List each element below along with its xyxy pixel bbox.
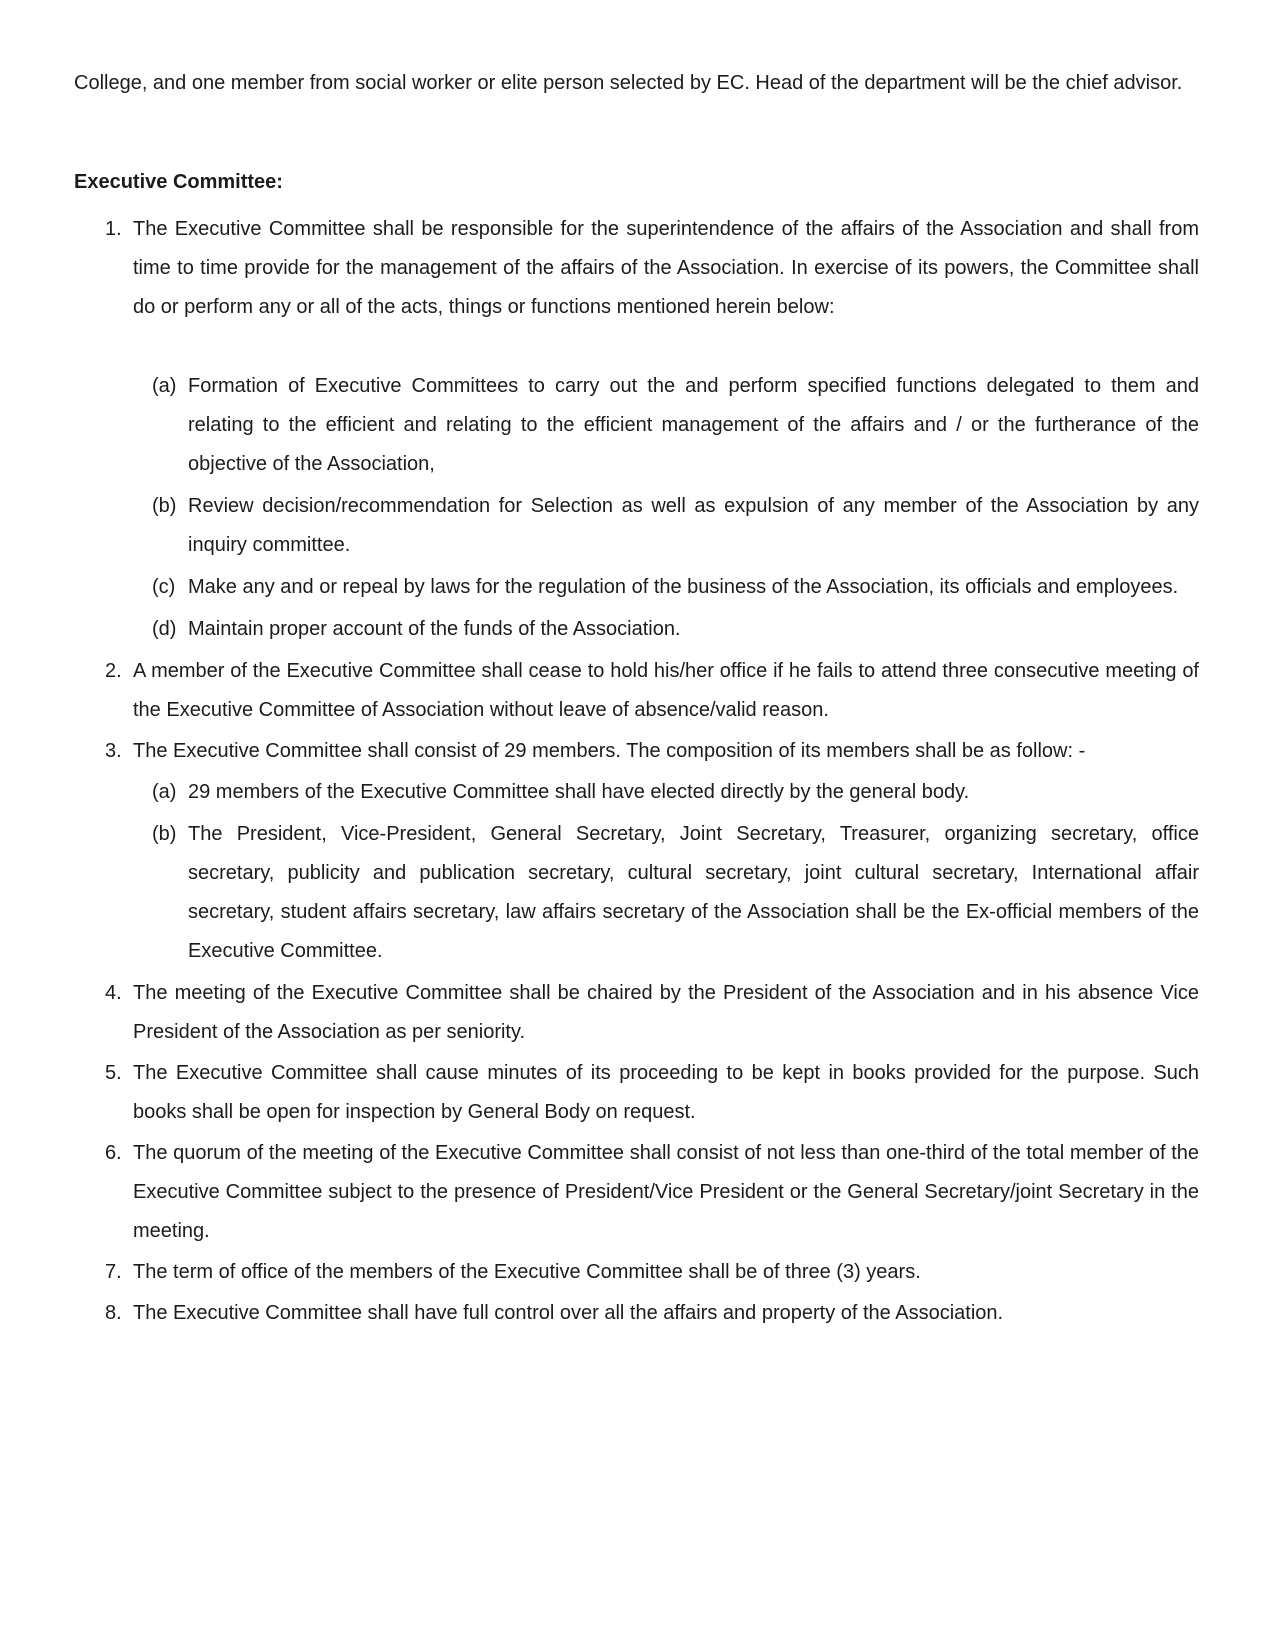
sub-item-group [74,773,1199,971]
item-text: The Executive Committee shall be responsible for the superintendence of the affairs of the Association and shall from time to time provide for the management of the affairs of the Association. In exercise of its powers, the Committee shall do or perform any or all of the acts, things or functions mentioned herein below: [133,218,1199,318]
sub-item-label: (c) [152,576,176,598]
item-number: 2. [105,660,122,682]
sub-item-text: Review decision/recommendation for Selection as well as expulsion of any member of the Association by any inquiry committee. [188,495,1199,556]
item-text: The meeting of the Executive Committee shall be chaired by the President of the Association and in his absence Vice President of the Association as per seniority. [133,982,1199,1043]
item-text: The quorum of the meeting of the Executive Committee shall consist of not less than one-third of the total member of the Executive Committee subject to the presence of President/Vice President or the General Secretary/joint Secretary in the meeting. [133,1142,1199,1242]
numbered-item [74,1134,1199,1251]
numbered-item [74,732,1199,771]
sub-item [74,367,1199,484]
item-number: 7. [105,1261,122,1283]
intro-paragraph: College, and one member from social worker or elite person selected by EC. Head of the department will be the chief advisor. [74,72,1183,94]
sub-item-text: Make any and or repeal by laws for the regulation of the business of the Association, its officials and employees. [188,576,1179,598]
item-number: 3. [105,740,122,762]
sub-item [74,773,1199,812]
item-number: 1. [105,218,122,240]
numbered-item [74,974,1199,1052]
sub-item-text: 29 members of the Executive Committee shall have elected directly by the general body. [188,781,970,803]
item-text: The Executive Committee shall consist of 29 members. The composition of its members shall be as follow: - [133,740,1086,762]
item-text: The Executive Committee shall have full control over all the affairs and property of the Association. [133,1302,1004,1324]
section-heading: Executive Committee: [74,171,283,193]
numbered-item [74,652,1199,730]
numbered-item [74,1294,1199,1333]
item-text: The term of office of the members of the Executive Committee shall be of three (3) years. [133,1261,921,1283]
item-number: 8. [105,1302,122,1324]
item-number: 5. [105,1062,122,1084]
sub-item-label: (a) [152,375,177,397]
sub-item [74,487,1199,565]
item-text: A member of the Executive Committee shall cease to hold his/her office if he fails to attend three consecutive meeting of the Executive Committee of Association without leave of absence/valid reason. [133,660,1199,721]
sub-item-label: (a) [152,781,177,803]
sub-item-label: (b) [152,823,177,845]
item-text: The Executive Committee shall cause minutes of its proceeding to be kept in books provided for the purpose. Such books shall be open for inspection by General Body on request. [133,1062,1199,1123]
sub-item-group [74,367,1199,649]
numbered-item [74,1253,1199,1292]
sub-item-text: Maintain proper account of the funds of the Association. [188,618,681,640]
item-number: 6. [105,1142,122,1164]
numbered-item [74,210,1199,327]
sub-item [74,815,1199,971]
sub-item-label: (b) [152,495,177,517]
item-number: 4. [105,982,122,1004]
sub-item-label: (d) [152,618,177,640]
sub-item [74,568,1199,607]
sub-item-text: Formation of Executive Committees to carry out the and perform specified functions delegated to them and relating to the efficient and relating to the efficient management of the affairs and / or the furtherance of the objective of the Association, [188,375,1199,475]
sub-item [74,610,1199,649]
sub-item-text: The President, Vice-President, General Secretary, Joint Secretary, Treasurer, organizing secretary, office secretary, publicity and publication secretary, cultural secretary, joint cultural secretary, International affair secretary, student affairs secretary, law affairs secretary of the Association shall be the Ex-official members of the Executive Committee. [188,823,1199,962]
executive-committee-list [74,210,1199,1333]
numbered-item [74,1054,1199,1132]
